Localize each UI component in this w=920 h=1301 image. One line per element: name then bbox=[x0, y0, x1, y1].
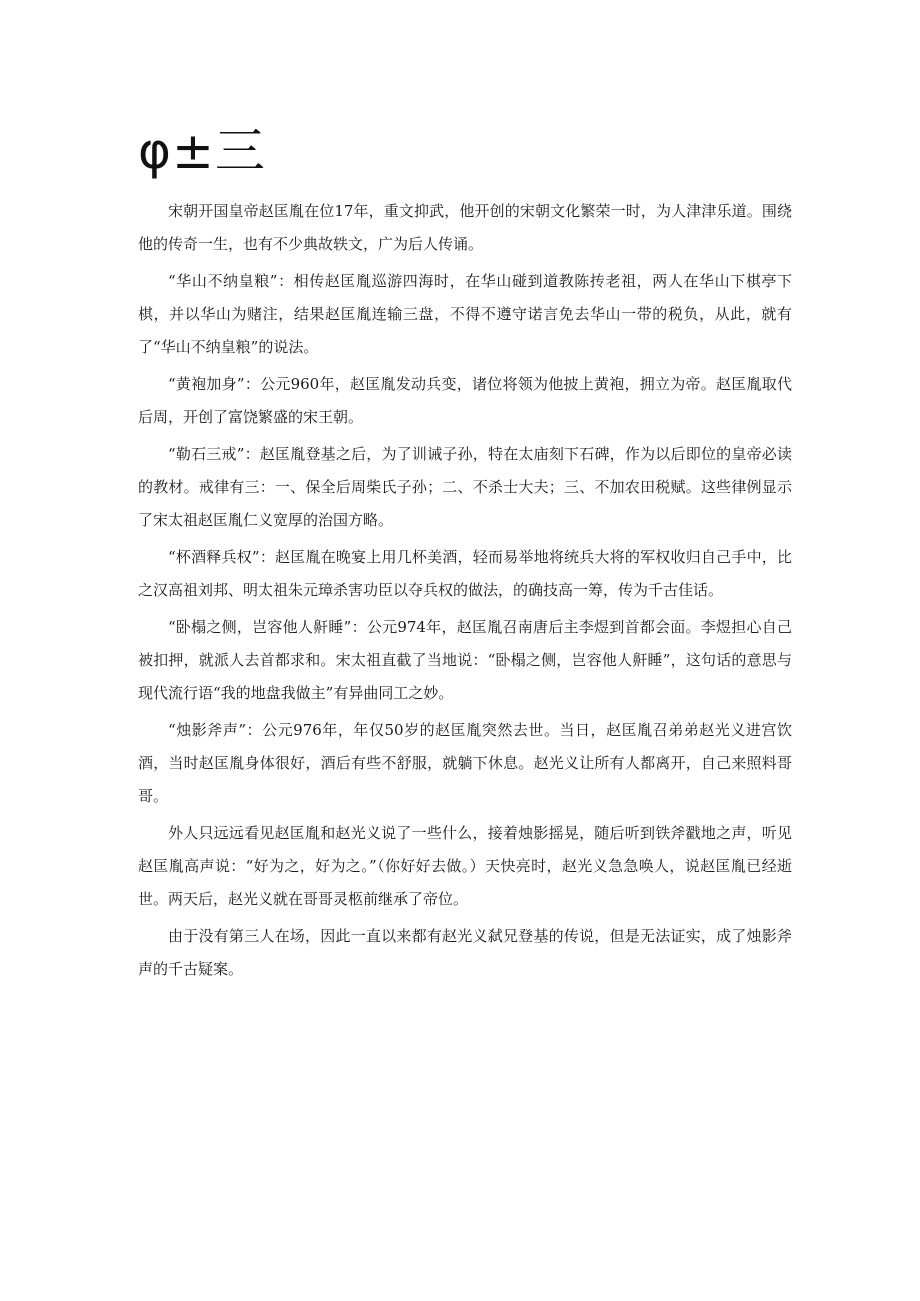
paragraph-huashan: “华山不纳皇粮”：相传赵匡胤巡游四海时，在华山碰到道教陈抟老祖，两人在华山下棋亭下棋，并以华山为赌注，结果赵匡胤连输三盘，不得不遵守诺言免去华山一带的税负，从此，就有了“华山不纳皇粮”的说法。 bbox=[138, 272, 792, 356]
paragraph-huangpao: “黄袍加身”：公元960年，赵匡胤发动兵变，诸位将领为他披上黄袍，拥立为帝。赵匡胤取代后周，开创了富饶繁盛的宋王朝。 bbox=[138, 375, 792, 426]
paragraph-beijiu: “杯酒释兵权”：赵匡胤在晚宴上用几杯美酒，轻而易举地将统兵大将的军权收归自己手中，比之汉高祖刘邦、明太祖朱元璋杀害功臣以夺兵权的做法，的确技高一筹，传为千古佳话。 bbox=[138, 548, 792, 599]
paragraph-wota: “卧榻之侧，岂容他人鼾睡”：公元974年，赵匡胤召南唐后主李煜到首都会面。李煜担心自己被扣押，就派人去首都求和。宋太祖直截了当地说：“卧榻之侧，岂容他人鼾睡”，这句话的意思与现代流行语“我的地盘我做主”有异曲同工之妙。 bbox=[138, 618, 792, 702]
paragraph-zhuying: “烛影斧声”：公元976年，年仅50岁的赵匡胤突然去世。当日，赵匡胤召弟弟赵光义进宫饮酒，当时赵匡胤身体很好，酒后有些不舒服，就躺下休息。赵光义让所有人都离开，自己来照料哥哥。 bbox=[138, 721, 792, 805]
document-title: φ±三 bbox=[138, 122, 266, 180]
paragraph-waiRen: 外人只远远看见赵匡胤和赵光义说了一些什么，接着烛影摇晃，随后听到铁斧戳地之声，听见赵匡胤高声说：“好为之，好为之。”（你好好去做。）天快亮时，赵光义急急唤人，说赵匡胤已经逝世。两天后，赵光义就在哥哥灵柩前继承了帝位。 bbox=[138, 824, 792, 908]
document-body bbox=[138, 195, 792, 990]
paragraph-intro: 宋朝开国皇帝赵匡胤在位17年，重文抑武，他开创的宋朝文化繁荣一时，为人津津乐道。围绕他的传奇一生，也有不少典故轶文，广为后人传诵。 bbox=[138, 202, 792, 253]
paragraph-leshi: “勒石三戒”：赵匡胤登基之后，为了训诫子孙，特在太庙刻下石碑，作为以后即位的皇帝必读的教材。戒律有三：一、保全后周柴氏子孙；二、不杀士大夫；三、不加农田税赋。这些律例显示了宋太祖赵匡胤仁义宽厚的治国方略。 bbox=[138, 445, 792, 529]
paragraph-conclusion: 由于没有第三人在场，因此一直以来都有赵光义弑兄登基的传说，但是无法证实，成了烛影斧声的千古疑案。 bbox=[138, 927, 792, 978]
